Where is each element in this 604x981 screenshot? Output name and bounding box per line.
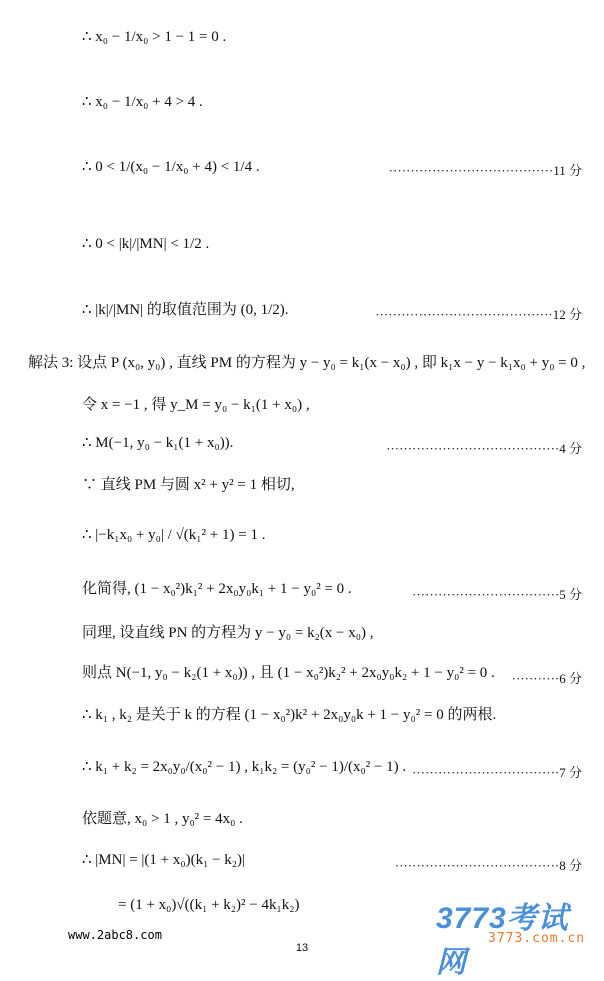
math-line-18: = (1 + x₀)√((k₁ + k₂)² − 4k₁k₂): [118, 897, 300, 913]
method-3-line: 解法 3: 设点 P (x₀, y₀) , 直线 PM 的方程为 y − y₀ = k₁(x − x₀) , 即 k₁x − y − k₁x₀ + y₀ = 0 ,: [28, 355, 586, 371]
math-line-9: ∵ 直线 PM 与圆 x² + y² = 1 相切,: [82, 477, 295, 493]
math-line-17: ∴ |MN| = |(1 + x₀)(k₁ − k₂)|: [82, 852, 246, 868]
watermark-logo-text: 3773考试网: [436, 902, 569, 979]
math-line-2: ∴ x₀ − 1/x₀ + 4 > 4 .: [82, 94, 203, 110]
math-line-7: 令 x = −1 , 得 y_M = y₀ − k₁(1 + x₀) ,: [82, 397, 310, 413]
math-line-12: 同理, 设直线 PN 的方程为 y − y₀ = k₂(x − x₀) ,: [82, 625, 374, 641]
watermark-left: www.2abc8.com: [68, 928, 162, 942]
math-line-8: ∴ M(−1, y₀ − k₁(1 + x₀)).: [82, 435, 234, 451]
score-8: ······································8 分: [394, 858, 582, 873]
score-4: ········································4 分: [386, 441, 582, 456]
math-line-10: ∴ |−k₁x₀ + y₀| / √(k₁² + 1) = 1 .: [82, 527, 266, 543]
score-7: ··································7 分: [412, 765, 582, 780]
math-line-4: ∴ 0 < |k|/|MN| < 1/2 .: [82, 236, 210, 252]
score-6: ···········6 分: [511, 671, 582, 686]
watermark-url: 3773.com.cn: [488, 931, 586, 946]
page-number: 13: [295, 942, 309, 954]
math-line-13: 则点 N(−1, y₀ − k₂(1 + x₀)) , 且 (1 − x₀²)k₂² + 2x₀y₀k₂ + 1 − y₀² = 0 .: [82, 665, 495, 681]
math-line-15: ∴ k₁ + k₂ = 2x₀y₀/(x₀² − 1) , k₁k₂ = (y₀² − 1)/(x₀² − 1) .: [82, 759, 407, 775]
math-line-3: ∴ 0 < 1/(x₀ − 1/x₀ + 4) < 1/4 .: [82, 159, 260, 175]
math-line-5: ∴ |k|/|MN| 的取值范围为 (0, 1/2).: [82, 302, 289, 318]
math-line-11: 化简得, (1 − x₀²)k₁² + 2x₀y₀k₁ + 1 − y₀² = 0 .: [82, 581, 352, 597]
score-12: ·········································12 分: [375, 307, 582, 322]
score-5: ··································5 分: [412, 587, 582, 602]
score-11: ······································11 分: [388, 163, 582, 178]
math-line-14: ∴ k₁ , k₂ 是关于 k 的方程 (1 − x₀²)k² + 2x₀y₀k + 1 − y₀² = 0 的两根.: [82, 707, 497, 723]
math-line-1: ∴ x₀ − 1/x₀ > 1 − 1 = 0 .: [82, 29, 227, 45]
math-line-16: 依题意, x₀ > 1 , y₀² = 4x₀ .: [82, 811, 243, 827]
